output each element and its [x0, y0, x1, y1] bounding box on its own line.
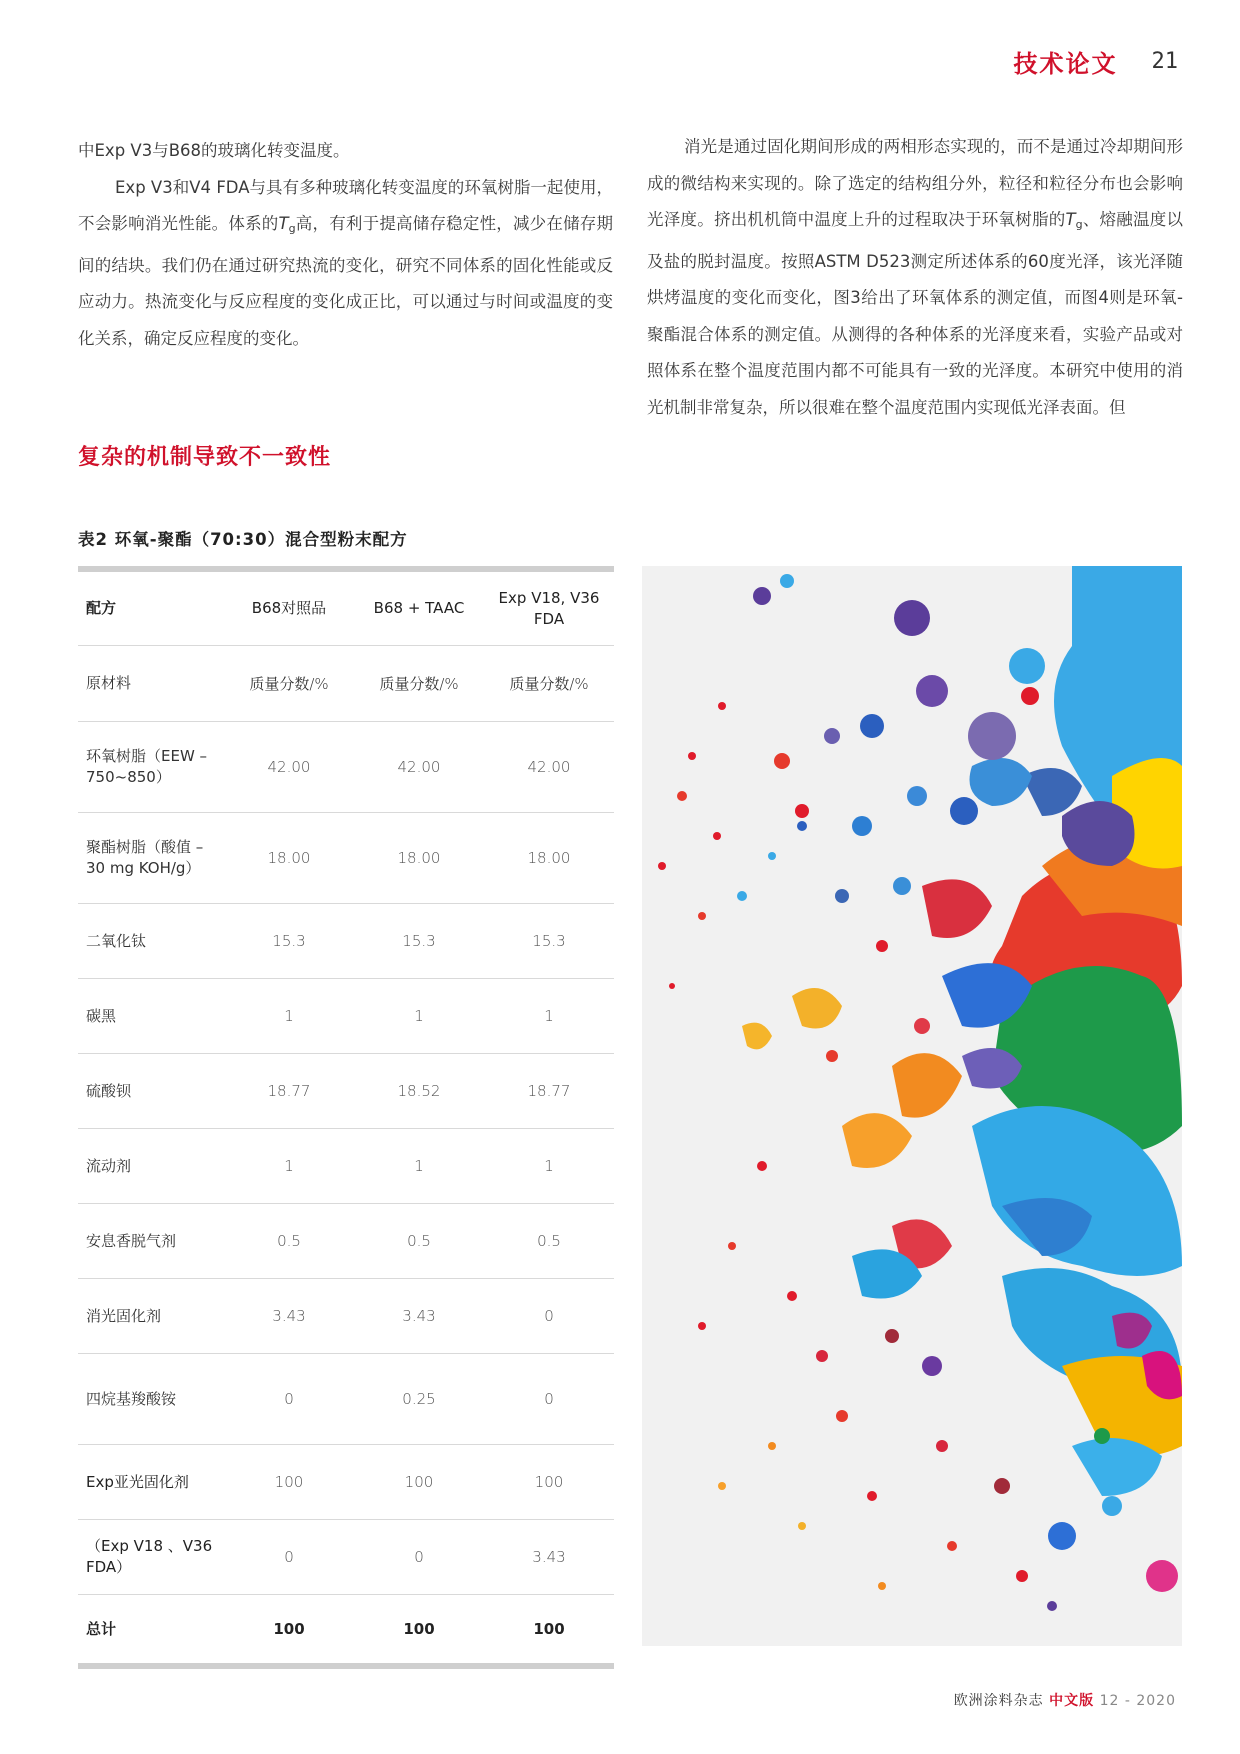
table-header-row	[78, 572, 614, 646]
table-cell: 二氧化钛	[86, 931, 147, 950]
table-cell: Exp亚光固化剂	[86, 1472, 189, 1491]
table-cell: 1	[544, 1007, 554, 1025]
table-cell: 18.77	[527, 1082, 571, 1100]
table-cell: 总计	[86, 1619, 117, 1638]
table-row	[78, 1354, 614, 1445]
table-cell: 18.52	[397, 1082, 441, 1100]
table-cell: （Exp V18 、V36 FDA）	[86, 1537, 213, 1576]
section-label: 技术论文	[1013, 50, 1118, 78]
table-cell: 碳黑	[86, 1006, 117, 1025]
table-cell: 0.5	[407, 1232, 431, 1250]
table-cell: 1	[414, 1007, 424, 1025]
table-row	[78, 904, 614, 979]
table-cell: 流动剂	[86, 1156, 132, 1175]
table-cell: 聚酯树脂（酸值 – 30 mg KOH/g）	[86, 838, 204, 877]
table-cell: 42.00	[397, 758, 441, 776]
table-row	[78, 1279, 614, 1354]
table-cell: 15.3	[532, 932, 566, 950]
edition-label: 中文版	[1049, 1693, 1095, 1709]
table-row	[78, 1520, 614, 1595]
table-cell: 15.3	[402, 932, 436, 950]
table-header-cell: 配方	[86, 599, 117, 617]
table-header-cell: Exp V18, V36 FDA	[498, 588, 600, 628]
page-header	[1014, 44, 1179, 79]
table-cell: 安息香脱气剂	[86, 1231, 177, 1250]
table-row	[78, 1129, 614, 1204]
right-text-column	[647, 129, 1183, 426]
table-title: 表2 环氧-聚酯（70:30）混合型粉末配方	[78, 530, 408, 549]
table-cell: 0.5	[537, 1232, 561, 1250]
table-row	[78, 813, 614, 904]
table-cell: 1	[544, 1157, 554, 1175]
table-cell: 原材料	[86, 674, 132, 692]
table-cell: 环氧树脂（EEW – 750~850）	[86, 747, 208, 786]
table-cell: 消光固化剂	[86, 1306, 162, 1325]
table-cell: 四烷基羧酸铵	[86, 1389, 177, 1408]
table-cell: 18.77	[267, 1082, 311, 1100]
table-cell: 0	[284, 1548, 294, 1566]
table-cell: 0	[284, 1390, 294, 1408]
table-row	[78, 979, 614, 1054]
table-cell: 15.3	[272, 932, 306, 950]
table-cell: 0.5	[277, 1232, 301, 1250]
table-header-cell: B68 + TAAC	[373, 599, 465, 617]
table-cell: 100	[404, 1473, 434, 1491]
paint-splash-image	[642, 566, 1182, 1646]
table-cell: 1	[284, 1007, 294, 1025]
magazine-name: 欧洲涂料杂志	[953, 1693, 1044, 1709]
table-cell: 100	[534, 1473, 564, 1491]
table-row	[78, 1204, 614, 1279]
table-cell: 硫酸钡	[86, 1081, 132, 1100]
table-row	[78, 1054, 614, 1129]
table-cell: 3.43	[532, 1548, 566, 1566]
formulation-table	[78, 566, 614, 1669]
table-cell: 42.00	[527, 758, 571, 776]
left-text-column	[78, 133, 613, 357]
table-row	[78, 722, 614, 813]
table-cell: 3.43	[402, 1307, 436, 1325]
table-cell: 18.00	[397, 849, 441, 867]
page-number: 21	[1151, 49, 1178, 74]
section-heading: 复杂的机制导致不一致性	[78, 445, 332, 470]
table-cell: 3.43	[272, 1307, 306, 1325]
table-cell: 100	[274, 1473, 304, 1491]
table-cell: 质量分数/%	[249, 675, 329, 693]
table-header-cell: B68对照品	[251, 599, 327, 617]
paragraph: 中Exp V3与B68的玻璃化转变温度。	[78, 141, 350, 160]
page-footer	[954, 1690, 1176, 1710]
table-row	[78, 1445, 614, 1520]
table-cell: 质量分数/%	[509, 675, 589, 693]
table-cell: 100	[533, 1620, 565, 1638]
tg-symbol: T	[1065, 210, 1076, 229]
table-cell: 18.00	[267, 849, 311, 867]
table-cell: 0.25	[402, 1390, 436, 1408]
table-cell: 0	[414, 1548, 424, 1566]
table-cell: 18.00	[527, 849, 571, 867]
table-cell: 42.00	[267, 758, 311, 776]
table-cell: 0	[544, 1390, 554, 1408]
table-cell: 1	[284, 1157, 294, 1175]
table-total-row	[78, 1595, 614, 1663]
table-row	[78, 646, 614, 722]
table-cell: 100	[273, 1620, 305, 1638]
table-cell: 100	[403, 1620, 435, 1638]
table-cell: 1	[414, 1157, 424, 1175]
table-cell: 质量分数/%	[379, 675, 459, 693]
paragraph: Exp V3和V4 FDA与具有多种玻璃化转变温度的环氧树脂一起使用，不会影响消光性能。体系的$T_g$高，有利于提高储存稳定性，减少在储存期间的结块。我们仍在通过研究热流的变化，研究不同体系的固化性能或反应动力。热流变化与反应程度的变化成正比，可以通过与时间或温度的变化关系，确定反应程度的变化。	[78, 177, 614, 348]
table-cell: 0	[544, 1307, 554, 1325]
issue-number: 12 - 2020	[1099, 1693, 1176, 1709]
tg-symbol: T	[278, 214, 289, 233]
paragraph: 消光是通过固化期间形成的两相形态实现的，而不是通过冷却期间形成的微结构来实现的。除了选定的结构组分外，粒径和粒径分布也会影响光泽度。挤出机机筒中温度上升的过程取决于环氧树脂的$T_g$、熔融温度以及盐的脱封温度。按照ASTM D523测定所述体系的60度光泽，该光泽随烘烤温度的变化而变化，图3给出了环氧体系的测定值，而图4则是环氧-聚酯混合体系的测定值。从测得的各种体系的光泽度来看，实验产品或对照体系在整个温度范围内都不可能具有一致的光泽度。本研究中使用的消光机制非常复杂，所以很难在整个温度范围内实现低光泽表面。但	[647, 137, 1184, 417]
